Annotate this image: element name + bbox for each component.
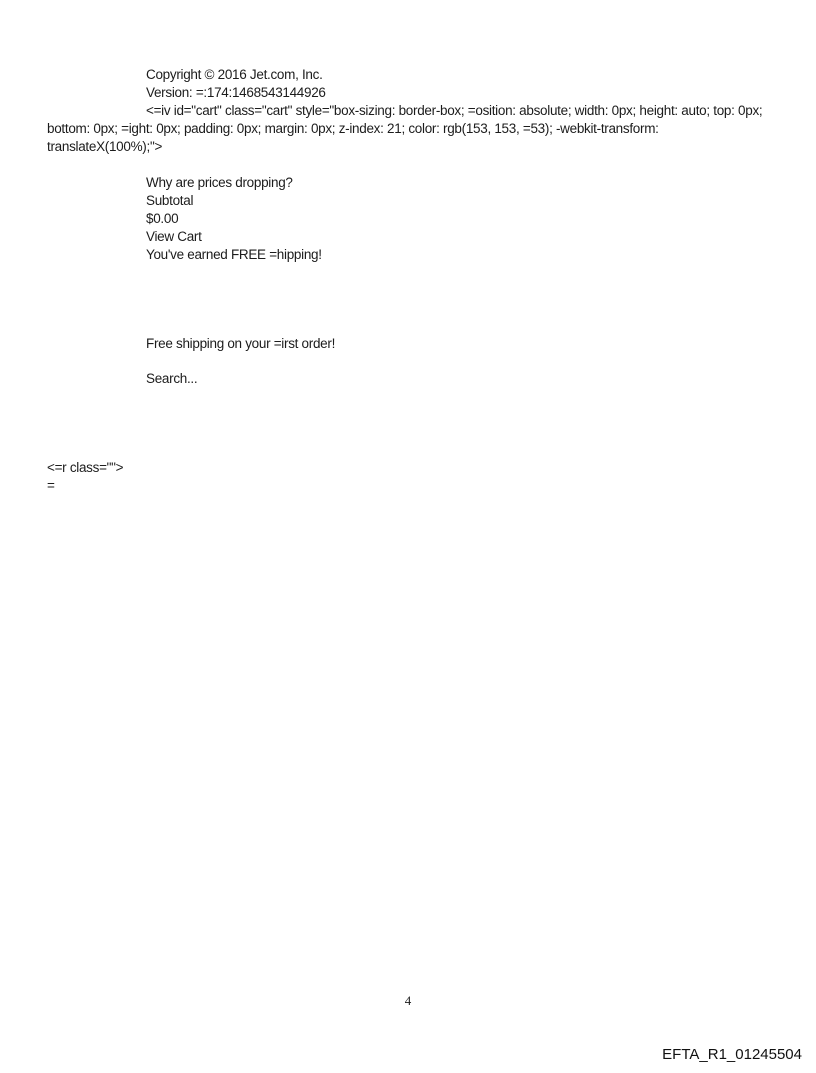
why-prices-dropping-line: Why are prices dropping? bbox=[146, 175, 293, 190]
version-line: Version: =:174:1468543144926 bbox=[146, 85, 326, 100]
cart-markup-paragraph: <=iv id="cart" class="cart" style="box-sizing: border-box; =osition: absolute; width: 0px; height: auto; top: 0px; bottom: 0px; =ight: 0px; padding: 0px; margin: 0px; z-index: 21; color: rgb(153, 153, =53); -webkit-transform: translateX(100%);"> bbox=[47, 103, 763, 154]
free-shipping-earned-line: You've earned FREE =hipping! bbox=[146, 247, 322, 262]
subtotal-amount-line: $0.00 bbox=[146, 211, 179, 226]
code-fragment-line-1: <=r class=""> bbox=[47, 460, 124, 475]
view-cart-line: View Cart bbox=[146, 229, 202, 244]
subtotal-label-line: Subtotal bbox=[146, 193, 194, 208]
page-number: 4 bbox=[404, 993, 412, 1008]
free-shipping-block bbox=[47, 335, 769, 353]
cart-text-block bbox=[47, 174, 769, 264]
free-shipping-first-order-line: Free shipping on your =irst order! bbox=[146, 336, 336, 351]
code-fragment-block bbox=[47, 459, 769, 495]
copyright-line: Copyright © 2016 Jet.com, Inc. bbox=[146, 67, 323, 82]
bates-number: EFTA_R1_01245504 bbox=[662, 1046, 802, 1063]
code-fragment-line-2: = bbox=[47, 478, 55, 493]
header-text-block bbox=[47, 66, 769, 156]
search-block bbox=[47, 370, 769, 388]
search-placeholder-line: Search... bbox=[146, 371, 198, 386]
